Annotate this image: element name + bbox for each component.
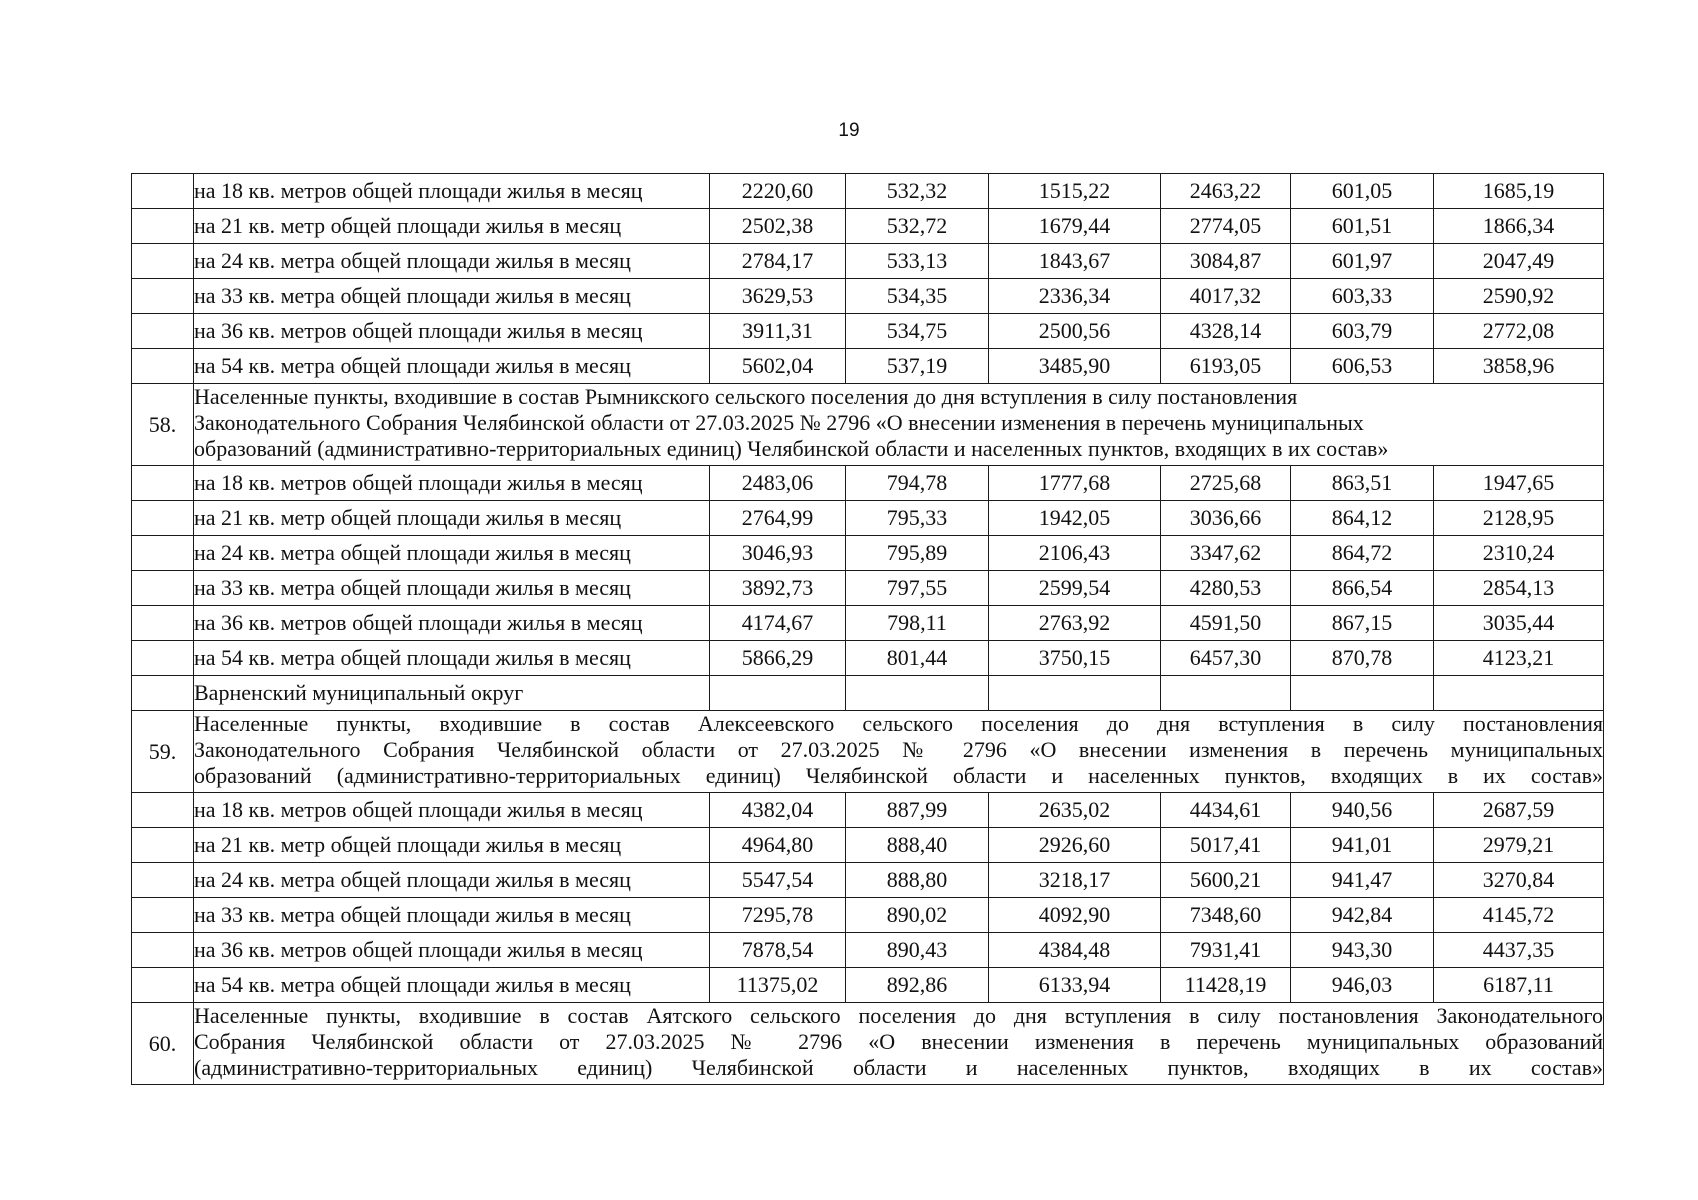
empty-number-cell [132, 466, 194, 501]
value-cell: 941,01 [1291, 828, 1434, 863]
value-cell: 3629,53 [710, 279, 846, 314]
value-cell: 6457,30 [1161, 641, 1291, 676]
empty-number-cell [132, 174, 194, 209]
value-cell: 1866,34 [1434, 209, 1604, 244]
value-cell: 5547,54 [710, 863, 846, 898]
value-cell: 603,79 [1291, 314, 1434, 349]
value-cell: 4384,48 [989, 933, 1161, 968]
empty-value-cell [710, 676, 846, 711]
row-label: на 24 кв. метра общей площади жилья в месяц [194, 244, 710, 279]
settlement-header-row [132, 1003, 1604, 1085]
empty-number-cell [132, 244, 194, 279]
value-cell: 534,75 [846, 314, 989, 349]
value-cell: 1515,22 [989, 174, 1161, 209]
value-cell: 4382,04 [710, 793, 846, 828]
table-row [132, 793, 1604, 828]
item-number: 60. [132, 1003, 194, 1085]
value-cell: 2763,92 [989, 606, 1161, 641]
value-cell: 6187,11 [1434, 968, 1604, 1003]
value-cell: 4591,50 [1161, 606, 1291, 641]
value-cell: 7931,41 [1161, 933, 1291, 968]
empty-number-cell [132, 933, 194, 968]
empty-number-cell [132, 501, 194, 536]
value-cell: 4123,21 [1434, 641, 1604, 676]
value-cell: 2590,92 [1434, 279, 1604, 314]
value-cell: 2854,13 [1434, 571, 1604, 606]
empty-number-cell [132, 349, 194, 384]
value-cell: 2772,08 [1434, 314, 1604, 349]
table-row [132, 606, 1604, 641]
value-cell: 4328,14 [1161, 314, 1291, 349]
value-cell: 532,32 [846, 174, 989, 209]
value-cell: 890,43 [846, 933, 989, 968]
table-row [132, 898, 1604, 933]
district-row [132, 676, 1604, 711]
empty-number-cell [132, 314, 194, 349]
value-cell: 2128,95 [1434, 501, 1604, 536]
value-cell: 4280,53 [1161, 571, 1291, 606]
value-cell: 603,33 [1291, 279, 1434, 314]
value-cell: 7878,54 [710, 933, 846, 968]
value-cell: 4017,32 [1161, 279, 1291, 314]
table-row [132, 244, 1604, 279]
value-cell: 2483,06 [710, 466, 846, 501]
value-cell: 6133,94 [989, 968, 1161, 1003]
row-label: на 36 кв. метров общей площади жилья в месяц [194, 314, 710, 349]
value-cell: 3750,15 [989, 641, 1161, 676]
value-cell: 5600,21 [1161, 863, 1291, 898]
table-row [132, 279, 1604, 314]
value-cell: 797,55 [846, 571, 989, 606]
value-cell: 532,72 [846, 209, 989, 244]
value-cell: 864,72 [1291, 536, 1434, 571]
value-cell: 3046,93 [710, 536, 846, 571]
value-cell: 794,78 [846, 466, 989, 501]
description-line: Собрания Челябинской области от 27.03.2025 № 2796 «О внесении изменения в перечень муниципальных образований [194, 1029, 1603, 1054]
value-cell: 5602,04 [710, 349, 846, 384]
value-cell: 4964,80 [710, 828, 846, 863]
value-cell: 1843,67 [989, 244, 1161, 279]
value-cell: 1679,44 [989, 209, 1161, 244]
description-line: образований (административно-территориальных единиц) Челябинской области и населенных пунктов, входящих в их состав» [194, 763, 1603, 788]
empty-number-cell [132, 676, 194, 711]
table-row [132, 174, 1604, 209]
table-row [132, 349, 1604, 384]
row-label: на 33 кв. метра общей площади жилья в месяц [194, 898, 710, 933]
value-cell: 2463,22 [1161, 174, 1291, 209]
value-cell: 533,13 [846, 244, 989, 279]
description-line: Населенные пункты, входившие в состав Аятского сельского поселения до дня вступления в силу постановления Законодательного [194, 1003, 1603, 1028]
value-cell: 2336,34 [989, 279, 1161, 314]
description-line: Законодательного Собрания Челябинской области от 27.03.2025 № 2796 «О внесении изменения в перечень муниципальных [194, 410, 1364, 435]
value-cell: 1942,05 [989, 501, 1161, 536]
empty-value-cell [989, 676, 1161, 711]
settlement-description [194, 384, 1604, 466]
value-cell: 601,51 [1291, 209, 1434, 244]
value-cell: 606,53 [1291, 349, 1434, 384]
settlement-description [194, 1003, 1604, 1085]
value-cell: 888,80 [846, 863, 989, 898]
description-line: Населенные пункты, входившие в состав Алексеевского сельского поселения до дня вступления в силу постановления [194, 711, 1603, 736]
value-cell: 1685,19 [1434, 174, 1604, 209]
empty-number-cell [132, 279, 194, 314]
value-cell: 2784,17 [710, 244, 846, 279]
row-label: на 54 кв. метра общей площади жилья в месяц [194, 968, 710, 1003]
value-cell: 7348,60 [1161, 898, 1291, 933]
value-cell: 2047,49 [1434, 244, 1604, 279]
value-cell: 801,44 [846, 641, 989, 676]
value-cell: 892,86 [846, 968, 989, 1003]
item-number: 58. [132, 384, 194, 466]
row-label: на 21 кв. метр общей площади жилья в месяц [194, 209, 710, 244]
value-cell: 890,02 [846, 898, 989, 933]
table-row [132, 501, 1604, 536]
value-cell: 2979,21 [1434, 828, 1604, 863]
value-cell: 863,51 [1291, 466, 1434, 501]
empty-value-cell [1161, 676, 1291, 711]
row-label: на 54 кв. метра общей площади жилья в месяц [194, 349, 710, 384]
value-cell: 2599,54 [989, 571, 1161, 606]
empty-value-cell [1434, 676, 1604, 711]
value-cell: 3270,84 [1434, 863, 1604, 898]
empty-number-cell [132, 968, 194, 1003]
value-cell: 601,97 [1291, 244, 1434, 279]
value-cell: 4092,90 [989, 898, 1161, 933]
page-number: 19 [838, 120, 860, 141]
settlement-header-row [132, 711, 1604, 793]
empty-number-cell [132, 536, 194, 571]
empty-number-cell [132, 863, 194, 898]
table-body [132, 174, 1604, 1085]
value-cell: 3035,44 [1434, 606, 1604, 641]
value-cell: 2926,60 [989, 828, 1161, 863]
value-cell: 867,15 [1291, 606, 1434, 641]
table-row [132, 209, 1604, 244]
value-cell: 537,19 [846, 349, 989, 384]
value-cell: 3485,90 [989, 349, 1161, 384]
empty-number-cell [132, 793, 194, 828]
table-row [132, 828, 1604, 863]
value-cell: 2635,02 [989, 793, 1161, 828]
row-label: на 18 кв. метров общей площади жилья в месяц [194, 174, 710, 209]
value-cell: 3347,62 [1161, 536, 1291, 571]
value-cell: 798,11 [846, 606, 989, 641]
row-label: на 24 кв. метра общей площади жилья в месяц [194, 863, 710, 898]
value-cell: 2725,68 [1161, 466, 1291, 501]
row-label: на 54 кв. метра общей площади жилья в месяц [194, 641, 710, 676]
value-cell: 3858,96 [1434, 349, 1604, 384]
value-cell: 1777,68 [989, 466, 1161, 501]
value-cell: 795,89 [846, 536, 989, 571]
value-cell: 942,84 [1291, 898, 1434, 933]
table-row [132, 466, 1604, 501]
row-label: на 18 кв. метров общей площади жилья в месяц [194, 793, 710, 828]
value-cell: 1947,65 [1434, 466, 1604, 501]
row-label: на 36 кв. метров общей площади жилья в месяц [194, 933, 710, 968]
tariff-table [131, 173, 1604, 1085]
value-cell: 870,78 [1291, 641, 1434, 676]
settlement-description [194, 711, 1604, 793]
table-row [132, 641, 1604, 676]
empty-number-cell [132, 606, 194, 641]
value-cell: 2687,59 [1434, 793, 1604, 828]
value-cell: 5017,41 [1161, 828, 1291, 863]
description-line: образований (административно-территориальных единиц) Челябинской области и населенных пунктов, входящих в их состав» [194, 436, 1389, 461]
row-label: на 18 кв. метров общей площади жилья в месяц [194, 466, 710, 501]
value-cell: 866,54 [1291, 571, 1434, 606]
value-cell: 4434,61 [1161, 793, 1291, 828]
empty-number-cell [132, 571, 194, 606]
value-cell: 4437,35 [1434, 933, 1604, 968]
value-cell: 2500,56 [989, 314, 1161, 349]
table-row [132, 933, 1604, 968]
value-cell: 3218,17 [989, 863, 1161, 898]
row-label: на 33 кв. метра общей площади жилья в месяц [194, 571, 710, 606]
value-cell: 2220,60 [710, 174, 846, 209]
row-label: на 21 кв. метр общей площади жилья в месяц [194, 828, 710, 863]
empty-value-cell [1291, 676, 1434, 711]
value-cell: 4174,67 [710, 606, 846, 641]
value-cell: 601,05 [1291, 174, 1434, 209]
description-line: Законодательного Собрания Челябинской области от 27.03.2025 № 2796 «О внесении изменения в перечень муниципальных [194, 737, 1603, 762]
value-cell: 7295,78 [710, 898, 846, 933]
value-cell: 4145,72 [1434, 898, 1604, 933]
value-cell: 2764,99 [710, 501, 846, 536]
value-cell: 3911,31 [710, 314, 846, 349]
value-cell: 2106,43 [989, 536, 1161, 571]
row-label: на 33 кв. метра общей площади жилья в месяц [194, 279, 710, 314]
value-cell: 11375,02 [710, 968, 846, 1003]
empty-number-cell [132, 641, 194, 676]
value-cell: 6193,05 [1161, 349, 1291, 384]
row-label: на 24 кв. метра общей площади жилья в месяц [194, 536, 710, 571]
value-cell: 2502,38 [710, 209, 846, 244]
table-row [132, 314, 1604, 349]
value-cell: 3036,66 [1161, 501, 1291, 536]
empty-number-cell [132, 209, 194, 244]
value-cell: 946,03 [1291, 968, 1434, 1003]
value-cell: 11428,19 [1161, 968, 1291, 1003]
value-cell: 940,56 [1291, 793, 1434, 828]
table-row [132, 968, 1604, 1003]
value-cell: 2310,24 [1434, 536, 1604, 571]
table-row [132, 571, 1604, 606]
empty-number-cell [132, 828, 194, 863]
value-cell: 888,40 [846, 828, 989, 863]
table-row [132, 536, 1604, 571]
description-line: (административно-территориальных единиц) Челябинской области и населенных пунктов, входящих в их состав» [194, 1055, 1603, 1080]
value-cell: 941,47 [1291, 863, 1434, 898]
item-number: 59. [132, 711, 194, 793]
value-cell: 534,35 [846, 279, 989, 314]
settlement-header-row [132, 384, 1604, 466]
row-label: на 36 кв. метров общей площади жилья в месяц [194, 606, 710, 641]
value-cell: 3892,73 [710, 571, 846, 606]
value-cell: 2774,05 [1161, 209, 1291, 244]
district-name: Варненский муниципальный округ [194, 676, 710, 711]
empty-value-cell [846, 676, 989, 711]
description-line: Населенные пункты, входившие в состав Рымникского сельского поселения до дня вступления в силу постановления [194, 384, 1298, 409]
value-cell: 887,99 [846, 793, 989, 828]
table-row [132, 863, 1604, 898]
value-cell: 795,33 [846, 501, 989, 536]
value-cell: 943,30 [1291, 933, 1434, 968]
empty-number-cell [132, 898, 194, 933]
row-label: на 21 кв. метр общей площади жилья в месяц [194, 501, 710, 536]
value-cell: 864,12 [1291, 501, 1434, 536]
value-cell: 3084,87 [1161, 244, 1291, 279]
value-cell: 5866,29 [710, 641, 846, 676]
